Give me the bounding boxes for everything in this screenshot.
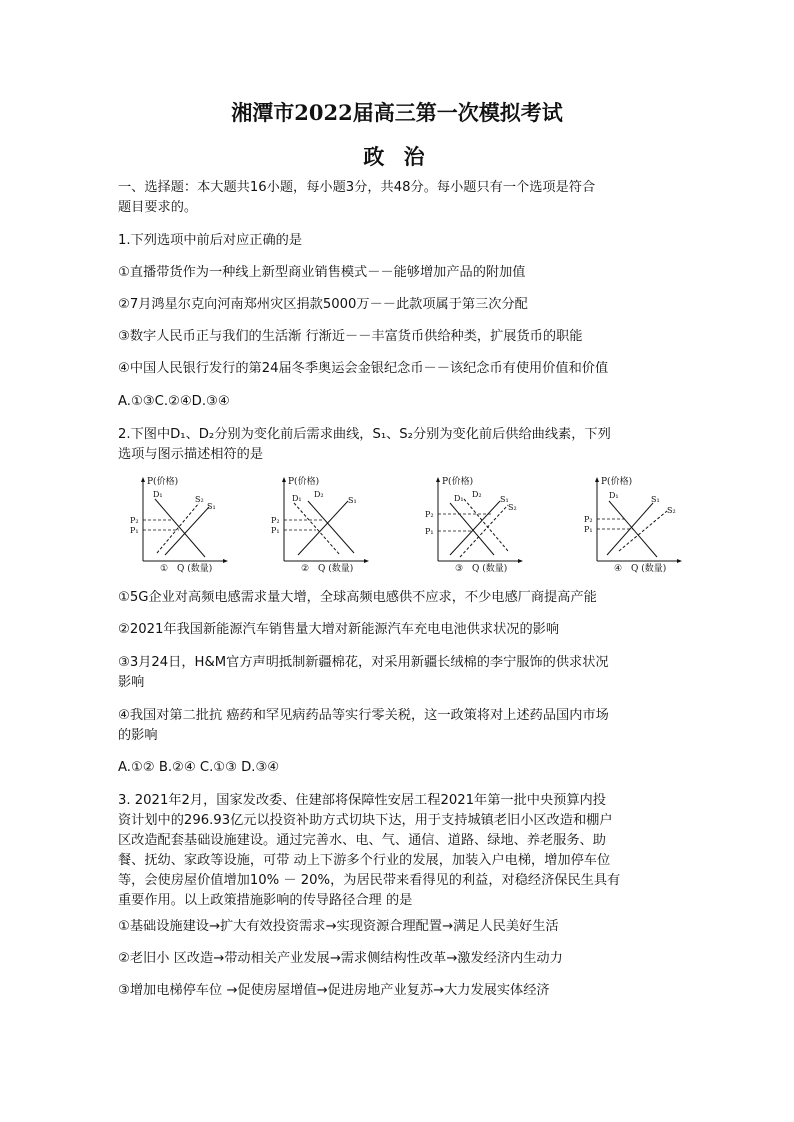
graph-3-s1: S₁: [500, 495, 509, 504]
q1-option-3: ③数字人民币正与我们的生活渐 行渐近－－丰富货币供给种类，扩展货币的职能: [118, 329, 583, 344]
q2-option-3-line2: 影响: [118, 675, 145, 690]
graph-3-d1: D₁: [454, 494, 464, 503]
q1-option-4: ④中国人民银行发行的第24届冬季奥运会金银纪念币－－该纪念币有使用价值和价值: [118, 361, 609, 376]
graph-3-d2: D₂: [472, 490, 482, 499]
graph-2-d1: D₁: [292, 494, 302, 503]
q3-stem-line3: 区改造配套基础设施建设。通过完善水、电、气、通信、道路、绿地、养老服务、助: [118, 833, 606, 848]
graph-4-p1: P₁: [584, 525, 593, 534]
q3-option-3: ③增加电梯停车位 →促使房屋增值→促进房地产业复苏→大力发展实体经济: [118, 983, 550, 998]
q3-stem-line4: 餐、抚幼、家政等设施，可带 动上下游多个行业的发展，加装入户电梯，增加停车位: [118, 853, 611, 868]
graph-1-s1: S₁: [207, 502, 216, 511]
graph-3-p1: P₁: [425, 527, 434, 536]
q2-option-4-line2: 的影响: [118, 728, 158, 743]
q2-stem-line1: 2.下图中D₁、D₂分别为变化前后需求曲线，S₁、S₂分别为变化前后供给曲线素，下列: [118, 427, 611, 442]
graph-3-number: ③: [455, 564, 464, 573]
graph-1-xlabel: Q (数量): [177, 564, 213, 573]
graph-2-xlabel: Q (数量): [318, 564, 354, 573]
graph-4-s2: S₂: [667, 506, 676, 515]
graph-3-p2: P₂: [425, 510, 434, 519]
q2-option-3-line1: ③3月24日，H&M官方声明抵制新疆棉花，对采用新疆长绒棉的李宁服饰的供求状况: [118, 655, 609, 670]
graph-4-xlabel: Q (数量): [631, 564, 667, 573]
graph-4-s1: S₁: [651, 495, 660, 504]
q2-answers: A.①② B.②④ C.①③ D.③④: [118, 760, 280, 775]
q3-stem-line6: 重要作用。以上政策措施影响的传导路径合理 的是: [118, 893, 413, 908]
q3-stem-line5: 等，会使房屋价值增加10% － 20%，为居民带来看得见的利益，对稳经济保民生具有: [118, 873, 621, 888]
q3-stem-line1: 3. 2021年2月，国家发改委、住建部将保障性安居工程2021年第一批中央预算内投: [118, 793, 606, 808]
q1-answers: A.①③C.②④D.③④: [118, 394, 230, 409]
q1-option-2: ②7月鸿星尔克向河南郑州灾区捐款5000万－－此款项属于第三次分配: [118, 297, 528, 312]
q2-option-1: ①5G企业对高频电感需求量大增，全球高频电感供不应求，不少电感厂商提高产能: [118, 590, 597, 605]
graph-3-xlabel: Q (数量): [472, 564, 508, 573]
q3-option-1: ①基础设施建设→扩大有效投资需求→实现资源合理配置→满足人民美好生活: [118, 919, 559, 934]
graph-1-d1: D₁: [153, 490, 163, 499]
supply-demand-graph-3: [422, 473, 562, 573]
section-instructions-line1: 一、选择题：本大题共16小题，每小题3分，共48分。每小题只有一个选项是符合: [118, 180, 596, 195]
q2-option-2: ②2021年我国新能源汽车销售量大增对新能源汽车充电电池供求状况的影响: [118, 622, 560, 637]
supply-demand-graph-2: [268, 473, 408, 573]
graph-4-ylabel: P(价格): [601, 477, 633, 487]
graph-4-p2: P₂: [584, 515, 593, 524]
graph-3-s2: S₂: [508, 503, 517, 512]
q1-option-1: ①直播带货作为一种线上新型商业销售模式－－能够增加产品的附加值: [118, 265, 526, 280]
graph-4-d1: D₁: [609, 491, 619, 500]
graph-3-ylabel: P(价格): [442, 477, 474, 487]
supply-demand-graph-4: [581, 473, 721, 573]
q3-option-2: ②老旧小 区改造→带动相关产业发展→需求侧结构性改革→激发经济内生动力: [118, 951, 563, 966]
supply-demand-graph-1: [127, 473, 267, 573]
graph-1-p1: P₁: [130, 526, 139, 535]
q1-stem: 1.下列选项中前后对应正确的是: [118, 233, 303, 248]
q3-stem-line2: 资计划中的296.93亿元以投资补助方式切块下达，用于支持城镇老旧小区改造和棚户: [118, 813, 613, 828]
section-instructions-line2: 题目要求的。: [118, 200, 198, 215]
subject-title: 政 治: [363, 144, 431, 169]
q2-option-4-line1: ④我国对第二批抗 癌药和罕见病药品等实行零关税，这一政策将对上述药品国内市场: [118, 708, 609, 723]
graph-1-number: ①: [160, 564, 169, 573]
graph-4-number: ④: [614, 564, 623, 573]
graph-1-s2: S₂: [195, 495, 204, 504]
graph-1-p2: P₂: [130, 516, 139, 525]
graph-2-d2: D₂: [314, 490, 324, 499]
graph-1-ylabel: P(价格): [147, 477, 179, 487]
q2-stem-line2: 选项与图示描述相符的是: [118, 447, 264, 462]
graph-2-p1: P₁: [271, 526, 280, 535]
graph-2-ylabel: P(价格): [288, 477, 320, 487]
graph-2-number: ②: [301, 564, 310, 573]
graph-2-p2: P₂: [271, 516, 280, 525]
graph-2-s1: S₁: [348, 496, 357, 505]
exam-title: 湘潭市2022届高三第一次模拟考试: [231, 100, 563, 125]
